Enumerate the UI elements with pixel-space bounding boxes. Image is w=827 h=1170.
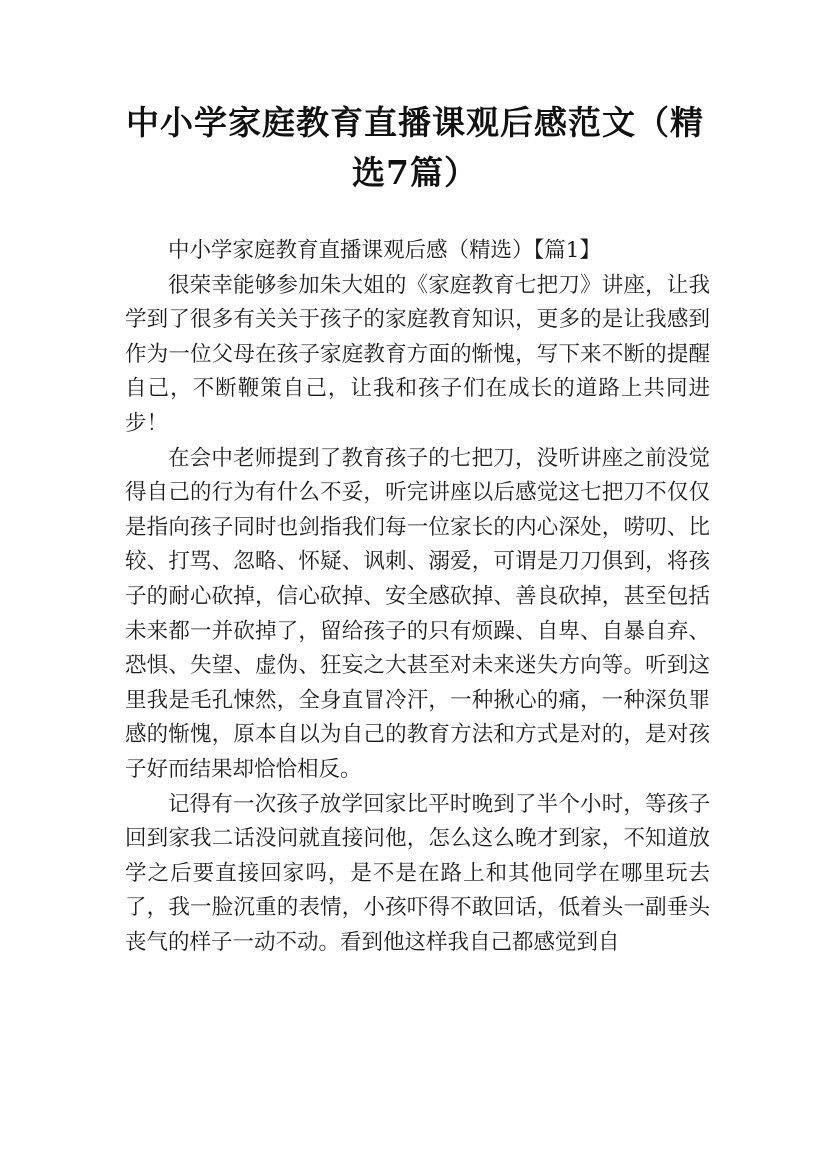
paragraph-3: 记得有一次孩子放学回家比平时晚到了半个小时，等孩子回到家我二话没问就直接问他，怎么这么晚才到家，不知道放学之后要直接回家吗，是不是在路上和其他同学在哪里玩去了，我一脸沉重的表情，小孩吓得不敢回话，低着头一副垂头丧气的样子一动不动。看到他这样我自己都感觉到自 [125,791,710,955]
document-body [125,234,710,960]
paragraph-2: 在会中老师提到了教育孩子的七把刀，没听讲座之前没觉得自己的行为有什么不妥，听完讲座以后感觉这七把刀不仅仅是指向孩子同时也剑指我们每一位家长的内心深处，唠叨、比较、打骂、忽略、怀疑、讽刺、溺爱，可谓是刀刀俱到，将孩子的耐心砍掉，信心砍掉、安全感砍掉、善良砍掉，甚至包括未来都一并砍掉了，留给孩子的只有烦躁、自卑、自暴自弃、恐惧、失望、虚伪、狂妄之大甚至对未来迷失方向等。听到这里我是毛孔悚然，全身直冒冷汗，一种揪心的痛，一种深负罪感的惭愧，原本自以为自己的教育方法和方式是对的，是对孩子好而结果却恰恰相反。 [125,445,710,782]
section-heading: 中小学家庭教育直播课观后感（精选）【篇1】 [168,238,601,263]
document-title: 中小学家庭教育直播课观后感范文（精选7篇） [126,103,704,192]
paragraph-1: 很荣幸能够参加朱大姐的《家庭教育七把刀》讲座，让我学到了很多有关关于孩子的家庭教育知识，更多的是让我感到作为一位父母在孩子家庭教育方面的惭愧，写下来不断的提醒自己，不断鞭策自己，让我和孩子们在成长的道路上共同进步！ [125,272,710,436]
